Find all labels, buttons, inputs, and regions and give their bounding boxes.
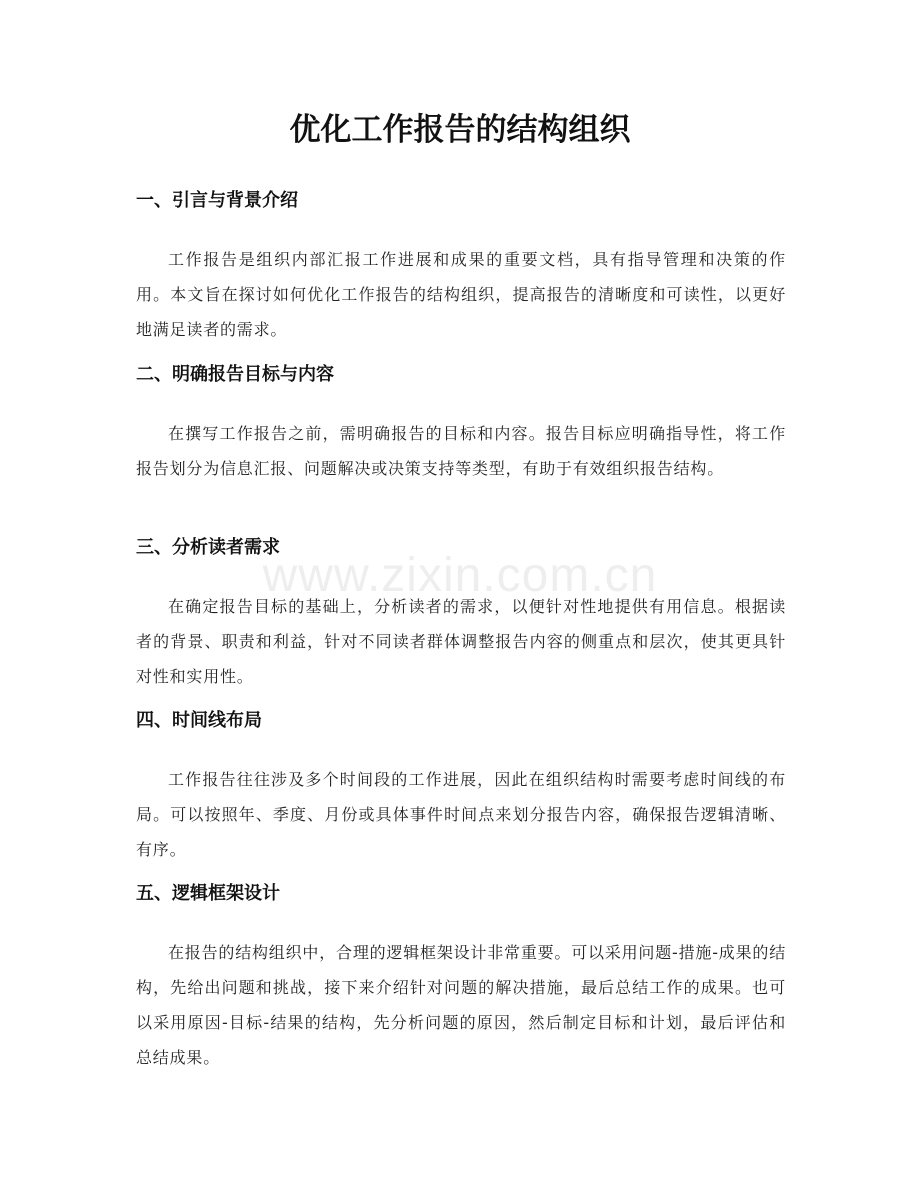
page-title: 优化工作报告的结构组织	[289, 112, 631, 148]
section-introduction	[136, 186, 786, 347]
section-paragraph: 在撰写工作报告之前，需明确报告的目标和内容。报告目标应明确指导性，将工作报告划分为信息汇报、问题解决或决策支持等类型，有助于有效组织报告结构。	[136, 424, 786, 478]
section-heading: 二、明确报告目标与内容	[136, 364, 334, 385]
section-paragraph: 工作报告是组织内部汇报工作进展和成果的重要文档，具有指导管理和决策的作用。本文旨在探讨如何优化工作报告的结构组织，提高报告的清晰度和可读性，以更好地满足读者的需求。	[136, 250, 786, 339]
section-heading: 五、逻辑框架设计	[136, 883, 280, 904]
section-heading: 一、引言与背景介绍	[136, 190, 298, 211]
section-paragraph: 工作报告往往涉及多个时间段的工作进展，因此在组织结构时需要考虑时间线的布局。可以按照年、季度、月份或具体事件时间点来划分报告内容，确保报告逻辑清晰、有序。	[136, 770, 786, 859]
section-paragraph: 在确定报告目标的基础上，分析读者的需求，以便针对性地提供有用信息。根据读者的背景、职责和利益，针对不同读者群体调整报告内容的侧重点和层次，使其更具针对性和实用性。	[136, 597, 786, 686]
section-heading: 四、时间线布局	[136, 710, 262, 731]
section-paragraph: 在报告的结构组织中，合理的逻辑框架设计非常重要。可以采用问题-措施-成果的结构，先给出问题和挑战，接下来介绍针对问题的解决措施，最后总结工作的成果。也可以采用原因-目标-结果的结构，先分析问题的原因，然后制定目标和计划，最后评估和总结成果。	[136, 943, 786, 1067]
section-report-goals	[136, 360, 786, 486]
watermark: www.zixin.com.cn	[262, 549, 658, 602]
section-heading: 三、分析读者需求	[136, 537, 280, 558]
section-logic-framework	[136, 879, 786, 1075]
section-timeline-layout	[136, 706, 786, 867]
